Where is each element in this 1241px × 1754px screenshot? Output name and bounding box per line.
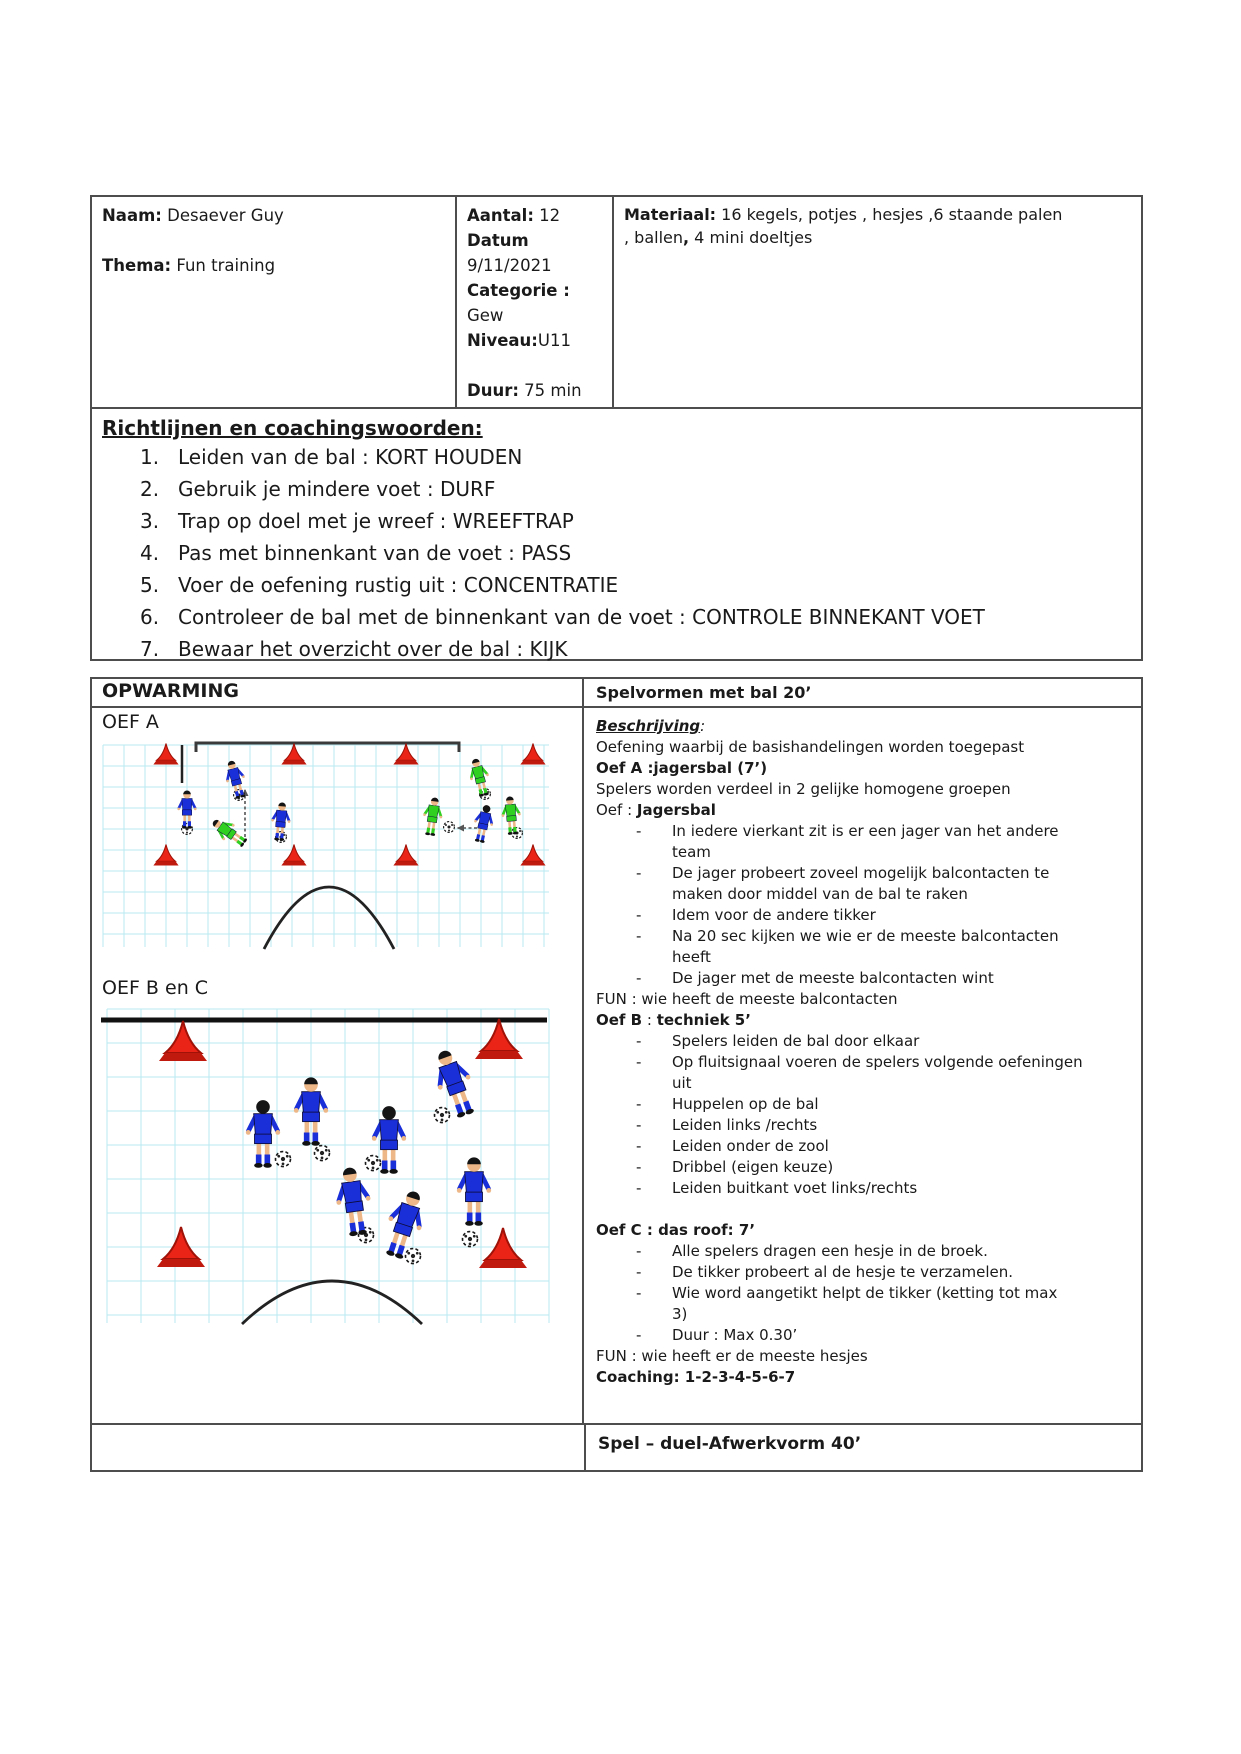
player-blue-icon xyxy=(378,1187,432,1263)
bullet-dash-icon: - xyxy=(636,1095,642,1113)
bullet-text: Op fluitsignaal voeren de spelers volgende oefeningen uit xyxy=(672,1053,1083,1092)
opwarming-title: OPWARMING xyxy=(92,679,584,706)
cone-icon xyxy=(475,1019,523,1059)
bullet-dash-icon: - xyxy=(636,1263,642,1281)
spacer-line xyxy=(467,353,602,378)
bullet-dash-icon: - xyxy=(636,1326,642,1344)
opwarming-footer-row xyxy=(92,1423,1141,1470)
zone-bracket xyxy=(196,743,459,752)
bullet-dash-icon: - xyxy=(636,1284,642,1302)
description-spacer xyxy=(596,1199,1131,1220)
cone-icon xyxy=(159,1021,207,1061)
footer-empty-cell xyxy=(92,1425,586,1470)
cone-icon xyxy=(281,844,306,865)
guideline-item xyxy=(102,505,1131,537)
bullet-dash-icon: - xyxy=(636,1242,642,1260)
soccer-ball-icon xyxy=(315,1146,330,1161)
materiaal-line2: , ballen xyxy=(624,228,684,247)
description-bullet xyxy=(596,1325,1131,1346)
guidelines-list xyxy=(102,441,1131,665)
description-bullet xyxy=(596,1178,1131,1199)
guideline-number: 4. xyxy=(140,541,160,565)
info-cell-naam-thema xyxy=(92,197,457,407)
soccer-ball-icon xyxy=(463,1232,478,1247)
guideline-text: Leiden van de bal : KORT HOUDEN xyxy=(178,445,523,469)
guideline-item xyxy=(102,601,1131,633)
materiaal-label: Materiaal: xyxy=(624,205,717,224)
bullet-dash-icon: - xyxy=(636,822,642,840)
thema-value: Fun training xyxy=(171,256,276,275)
oef-bc-field-diagram xyxy=(100,1007,552,1325)
opwarming-table xyxy=(90,677,1143,1472)
info-cell-materiaal xyxy=(614,197,1141,407)
bullet-text: Huppelen op de bal xyxy=(672,1095,819,1113)
cone-icon xyxy=(520,743,545,764)
bullet-dash-icon: - xyxy=(636,1179,642,1197)
cone-icon xyxy=(479,1228,527,1268)
guideline-number: 6. xyxy=(140,605,160,629)
spelvormen-header: Spelvormen met bal 20’ xyxy=(596,683,812,702)
bullet-text: De jager probeert zoveel mogelijk balcontacten te maken door middel van de bal te raken xyxy=(672,864,1050,903)
bullet-text: Leiden buitkant voet links/rechts xyxy=(672,1179,918,1197)
duur-line xyxy=(467,378,602,403)
description-line: FUN : wie heeft de meeste balcontacten xyxy=(596,990,898,1008)
description-line: Oef B : techniek 5’ xyxy=(596,1011,751,1029)
oef-bc-label: OEF B en C xyxy=(102,977,209,999)
description-bullet xyxy=(596,1136,1131,1157)
description-line: Oef C : das roof: 7’ xyxy=(596,1221,756,1239)
guideline-number: 5. xyxy=(140,573,160,597)
cone-icon xyxy=(153,743,178,764)
bullet-text: Na 20 sec kijken we wie er de meeste balcontacten heeft xyxy=(672,927,1059,966)
player-blue-icon xyxy=(457,1157,491,1225)
cone-icon xyxy=(281,743,306,764)
description-bullet xyxy=(596,1241,1131,1262)
niveau-line xyxy=(467,328,602,353)
description-bullet xyxy=(596,1052,1131,1094)
bullet-text: Idem voor de andere tikker xyxy=(672,906,876,924)
bullet-text: In iedere vierkant zit is er een jager van het andere team xyxy=(672,822,1059,861)
guidelines-box xyxy=(90,407,1143,661)
player-blue-icon xyxy=(246,1100,280,1168)
naam-value: Desaever Guy xyxy=(161,206,284,225)
description-line: Oefening waarbij de basishandelingen worden toegepast xyxy=(596,738,1025,756)
guideline-text: Gebruik je mindere voet : DURF xyxy=(178,477,496,501)
bullet-dash-icon: - xyxy=(636,927,642,945)
bullet-dash-icon: - xyxy=(636,969,642,987)
info-cell-aantal-duur xyxy=(457,197,614,407)
bullet-text: Dribbel (eigen keuze) xyxy=(672,1158,834,1176)
description-line: Beschrijving: xyxy=(596,717,706,735)
soccer-ball-icon xyxy=(435,1108,450,1123)
duur-value: 75 min xyxy=(518,381,582,400)
description-line: Oef A :jagersbal (7’) xyxy=(596,759,768,777)
description-bullet xyxy=(596,926,1131,968)
opwarming-main-row xyxy=(92,708,1141,1423)
guidelines-heading: Richtlijnen en coachingswoorden: xyxy=(102,416,483,440)
description-bullet xyxy=(596,1115,1131,1136)
materiaal-line1: 16 kegels, potjes , hesjes ,6 staande palen xyxy=(716,205,1063,224)
spacer-line xyxy=(102,228,445,253)
spel-footer-label: Spel – duel-Afwerkvorm 40’ xyxy=(598,1434,862,1454)
datum-value: 9/11/2021 xyxy=(467,256,552,275)
bullet-text: Spelers leiden de bal door elkaar xyxy=(672,1032,920,1050)
guideline-item xyxy=(102,633,1131,665)
bullet-dash-icon: - xyxy=(636,1116,642,1134)
guideline-text: Trap op doel met je wreef : WREEFTRAP xyxy=(178,509,574,533)
description-bullet xyxy=(596,863,1131,905)
bullet-text: De jager met de meeste balcontacten wint xyxy=(672,969,994,987)
description-line: Spelers worden verdeel in 2 gelijke homogene groepen xyxy=(596,780,1011,798)
guideline-text: Bewaar het overzicht over de bal : KIJK xyxy=(178,637,568,661)
aantal-label: Aantal: xyxy=(467,206,534,225)
guideline-text: Pas met binnenkant van de voet : PASS xyxy=(178,541,572,565)
description-line: FUN : wie heeft er de meeste hesjes xyxy=(596,1347,868,1365)
description-bullet xyxy=(596,821,1131,863)
guideline-item xyxy=(102,537,1131,569)
description-bullet xyxy=(596,1262,1131,1283)
player-blue-icon xyxy=(427,1045,483,1121)
materiaal-line2-end: 4 mini doeltjes xyxy=(689,228,813,247)
thema-line xyxy=(102,253,445,278)
categorie-value: Gew xyxy=(467,306,504,325)
description-bullet xyxy=(596,968,1131,989)
player-blue-icon xyxy=(470,803,497,844)
bullet-dash-icon: - xyxy=(636,906,642,924)
description-bullet xyxy=(596,1283,1131,1325)
guideline-item xyxy=(102,441,1131,473)
soccer-ball-icon xyxy=(444,822,455,833)
bullet-text: Alle spelers dragen een hesje in de broek. xyxy=(672,1242,988,1260)
description-bullet xyxy=(596,905,1131,926)
guideline-item xyxy=(102,473,1131,505)
bullet-dash-icon: - xyxy=(636,1137,642,1155)
diagram-column xyxy=(92,708,584,1423)
description-bullet xyxy=(596,1157,1131,1178)
bullet-dash-icon: - xyxy=(636,1053,642,1071)
description-bullet xyxy=(596,1094,1131,1115)
oef-a-field-diagram xyxy=(100,739,552,951)
niveau-value: U11 xyxy=(537,331,571,350)
description-line: Coaching: 1-2-3-4-5-6-7 xyxy=(596,1368,796,1386)
guideline-number: 7. xyxy=(140,637,160,661)
materiaal-bold-comma: , xyxy=(683,228,690,247)
soccer-ball-icon xyxy=(366,1156,381,1171)
description-bullet xyxy=(596,1031,1131,1052)
cone-icon xyxy=(520,844,545,865)
guideline-number: 3. xyxy=(140,509,160,533)
center-circle-arc xyxy=(264,887,394,949)
bullet-text: Wie word aangetikt helpt de tikker (ketting tot max 3) xyxy=(672,1284,1058,1323)
categorie-label: Categorie : xyxy=(467,281,570,300)
opwarming-header-row xyxy=(92,679,1141,708)
bullet-text: Leiden links /rechts xyxy=(672,1116,818,1134)
bullet-dash-icon: - xyxy=(636,1032,642,1050)
oef-a-label: OEF A xyxy=(102,711,159,733)
cone-icon xyxy=(153,844,178,865)
bullet-text: Leiden onder de zool xyxy=(672,1137,829,1155)
player-blue-icon xyxy=(332,1165,376,1237)
bullet-dash-icon: - xyxy=(636,864,642,882)
guideline-item xyxy=(102,569,1131,601)
naam-label: Naam: xyxy=(102,206,162,225)
info-table xyxy=(90,195,1143,407)
player-green-icon xyxy=(420,796,444,836)
thema-label: Thema: xyxy=(102,256,172,275)
guideline-number: 1. xyxy=(140,445,160,469)
naam-line xyxy=(102,203,445,228)
datum-label: Datum xyxy=(467,231,529,250)
duur-label: Duur: xyxy=(467,381,519,400)
center-circle-arc xyxy=(242,1281,422,1324)
guideline-text: Controleer de bal met de binnenkant van de voet : CONTROLE BINNEKANT VOET xyxy=(178,605,985,629)
aantal-value: 12 xyxy=(533,206,561,225)
bullet-text: Duur : Max 0.30’ xyxy=(672,1326,798,1344)
guideline-text: Voer de oefening rustig uit : CONCENTRATIE xyxy=(178,573,619,597)
bullet-text: De tikker probeert al de hesje te verzamelen. xyxy=(672,1263,1014,1281)
soccer-ball-icon xyxy=(276,1152,291,1167)
guideline-number: 2. xyxy=(140,477,160,501)
aantal-line xyxy=(467,203,602,228)
bullet-dash-icon: - xyxy=(636,1158,642,1176)
description-line: Oef : Jagersbal xyxy=(596,801,716,819)
niveau-label: Niveau: xyxy=(467,331,538,350)
description-column xyxy=(584,708,1141,1423)
soccer-ball-icon xyxy=(406,1249,421,1264)
